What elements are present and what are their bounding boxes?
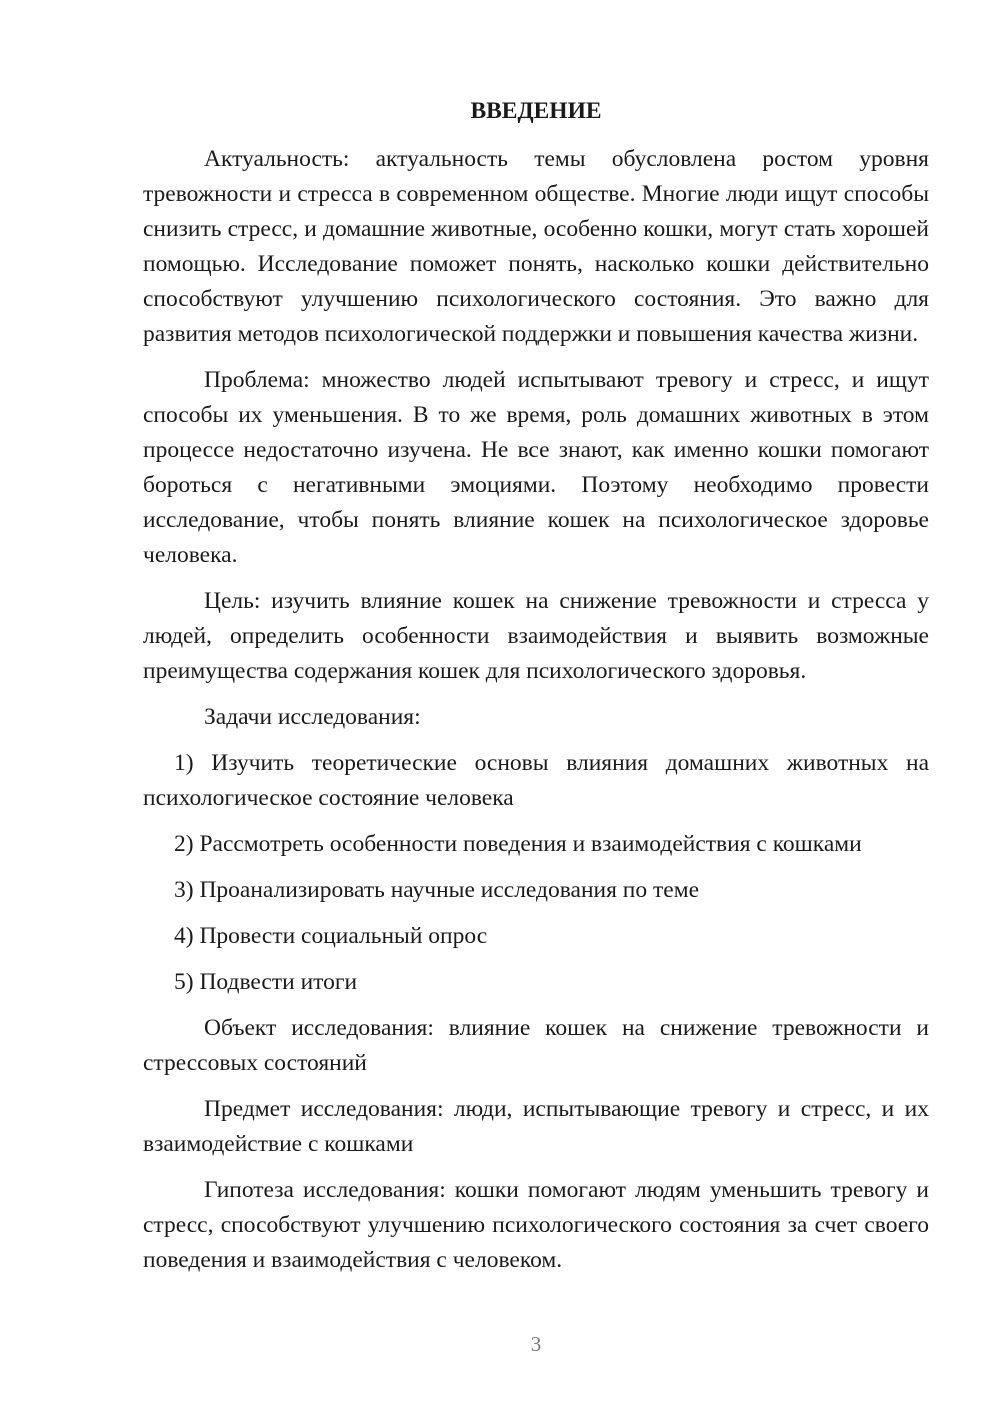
tasks-title: Задачи исследования: — [204, 704, 421, 730]
task-item: 3) Проанализировать научные исследования по теме — [174, 877, 699, 903]
task-item: 1) Изучить теоретические основы влияния домашних животных на психологическое состояние человека — [143, 750, 929, 811]
paragraph-subject: Предмет исследования: люди, испытывающие тревогу и стресс, и их взаимодействие с кошками — [143, 1096, 929, 1157]
paragraph-object: Объект исследования: влияние кошек на снижение тревожности и стрессовых состояний — [143, 1015, 929, 1076]
task-item: 2) Рассмотреть особенности поведения и взаимодействия с кошками — [174, 831, 862, 857]
page-content — [143, 94, 929, 1289]
page-number: 3 — [530, 1332, 542, 1356]
paragraph-hypothesis: Гипотеза исследования: кошки помогают людям уменьшить тревогу и стресс, способствуют улучшению психологического состояния за счет своего поведения и взаимодействия с человеком. — [143, 1177, 929, 1273]
paragraph-goal: Цель: изучить влияние кошек на снижение тревожности и стресса у людей, определить особенности взаимодействия и выявить возможные преимущества содержания кошек для психологического здоровья. — [143, 588, 929, 684]
section-heading: ВВЕДЕНИЕ — [470, 98, 602, 124]
paragraph-relevance: Актуальность: актуальность темы обусловлена ростом уровня тревожности и стресса в современном обществе. Многие люди ищут способы снизить стресс, и домашние животные, особенно кошки, могут стать хорошей помощью. Исследование поможет понять, насколько кошки действительно способствуют улучшению психологического состояния. Это важно для развития методов психологической поддержки и повышения качества жизни. — [143, 146, 929, 347]
tasks-list — [143, 746, 929, 1000]
paragraph-problem: Проблема: множество людей испытывают тревогу и стресс, и ищут способы их уменьшения. В то же время, роль домашних животных в этом процессе недостаточно изучена. Не все знают, как именно кошки помогают бороться с негативными эмоциями. Поэтому необходимо провести исследование, чтобы понять влияние кошек на психологическое здоровье человека. — [143, 367, 929, 568]
task-item: 4) Провести социальный опрос — [174, 923, 488, 949]
task-item: 5) Подвести итоги — [174, 969, 358, 995]
